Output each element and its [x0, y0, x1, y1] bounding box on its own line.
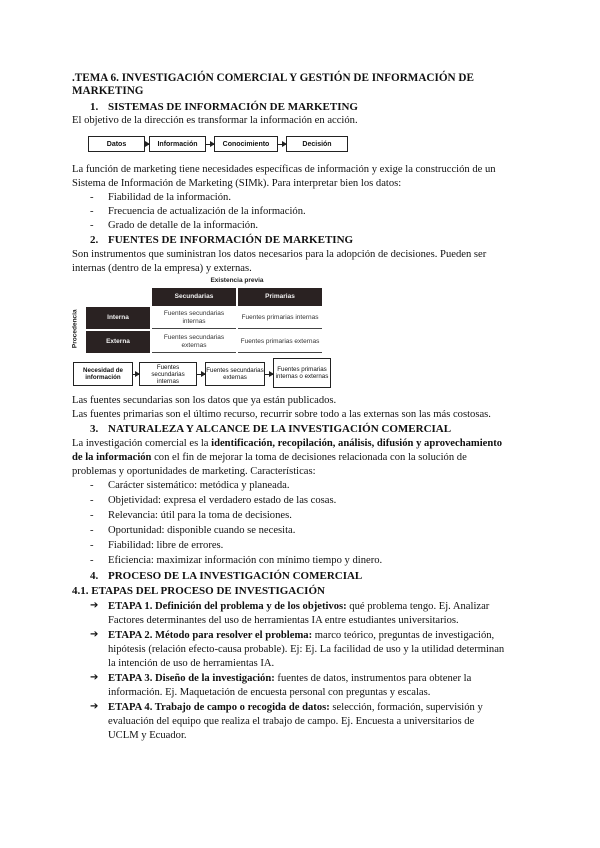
section-3-bullet: Relevancia: útil para la toma de decisiones.	[108, 510, 292, 521]
etapa-4-text: selección, formación, supervisión y	[329, 702, 483, 713]
process-arrow	[265, 374, 273, 375]
arrow-bullet-icon: ➔	[90, 600, 99, 611]
etapa-1-text: qué problema tengo. Ej. Analizar	[346, 601, 490, 612]
section-3-number: 3.	[90, 423, 99, 435]
section-3-line-1-bold: identificación, recopilación, análisis, difusión y aprovechamiento	[211, 438, 503, 449]
document-title-line-1: .TEMA 6. INVESTIGACIÓN COMERCIAL Y GESTIÓN DE INFORMACIÓN DE	[72, 72, 474, 84]
etapa-2-title: ETAPA 2. Método para resolver el problema:	[108, 630, 313, 641]
matrix-cell-sec-int: Fuentes secundarias internas	[152, 307, 236, 329]
section-3-line-1-text: La investigación comercial es la	[72, 438, 212, 449]
bullet-dash: -	[90, 220, 94, 231]
bullet-dash: -	[90, 480, 94, 491]
etapa-2-text: marco teórico, preguntas de investigación,	[312, 630, 495, 641]
matrix-col-primarias: Primarias	[238, 288, 322, 306]
matrix-row-externa: Externa	[86, 331, 150, 353]
section-3-line-2-bold: de la información	[72, 452, 152, 463]
etapa-1-title: ETAPA 1. Definición del problema y de los objetivos:	[108, 601, 347, 612]
bullet-dash: -	[90, 495, 94, 506]
section-3-heading: NATURALEZA Y ALCANCE DE LA INVESTIGACIÓN COMERCIAL	[108, 423, 452, 435]
bullet-dash: -	[90, 555, 94, 566]
matrix-side-label-text: Procedencia	[71, 309, 79, 349]
subsection-4-1-heading: 4.1. ETAPAS DEL PROCESO DE INVESTIGACIÓN	[72, 585, 325, 597]
flow-arrow	[206, 144, 214, 145]
section-2-para-line-2: internas (dentro de la empresa) y externas.	[72, 263, 252, 274]
flow-arrow	[278, 144, 286, 145]
etapa-3-title: ETAPA 3. Diseño de la investigación:	[108, 673, 275, 684]
process-box-necesidad: Necesidad de información	[73, 362, 133, 386]
section-2-number: 2.	[90, 234, 99, 246]
section-3-bullet: Objetividad: expresa el verdadero estado de las cosas.	[108, 495, 337, 506]
process-arrow	[197, 374, 205, 375]
etapa-2-line-2: hipótesis (relación efecto-causa probable). Ej: Ej. La facilidad de uso y la utilidad determinan	[108, 644, 505, 655]
etapa-2-line-1	[108, 629, 494, 643]
etapa-3-line-1	[108, 672, 471, 686]
section-3-bullet: Carácter sistemático: metódica y planeada.	[108, 480, 290, 491]
section-3-bullet: Eficiencia: maximizar información con mínimo tiempo y dinero.	[108, 555, 383, 566]
etapa-4-line-2: evaluación del equipo que realiza el trabajo de campo. Ej. Encuesta a universitarios de	[108, 716, 475, 727]
section-1-number: 1.	[90, 101, 99, 113]
section-3-line-1	[72, 437, 502, 451]
flow-box-datos: Datos	[88, 136, 145, 152]
section-1-bullet: Frecuencia de actualización de la información.	[108, 206, 306, 217]
flow-box-conocimiento: Conocimiento	[214, 136, 278, 152]
etapa-4-line-1	[108, 701, 483, 715]
arrow-bullet-icon: ➔	[90, 629, 99, 640]
section-1-bullet: Grado de detalle de la información.	[108, 220, 259, 231]
section-3-bullet: Fiabilidad: libre de errores.	[108, 540, 224, 551]
section-1-bullet: Fiabilidad de la información.	[108, 192, 231, 203]
etapa-4-line-3: UCLM y Ecuador.	[108, 730, 187, 741]
etapa-3-line-2: información. Ej. Maquetación de encuesta personal con preguntas y escalas.	[108, 687, 431, 698]
matrix-cell-sec-ext: Fuentes secundarias externas	[152, 331, 236, 353]
section-3-line-2	[72, 451, 467, 465]
section-2-note-1: Las fuentes secundarias son los datos que ya están publicados.	[72, 395, 337, 406]
process-box-sec-int: Fuentes secundarias internas	[139, 362, 197, 386]
section-1-intro: El objetivo de la dirección es transformar la información en acción.	[72, 115, 358, 126]
etapa-3-text: fuentes de datos, instrumentos para obtener la	[274, 673, 472, 684]
arrow-bullet-icon: ➔	[90, 672, 99, 683]
section-1-para-line-2: Sistema de Información de Marketing (SIMk). Para interpretar bien los datos:	[72, 178, 402, 189]
matrix-col-secundarias: Secundarias	[152, 288, 236, 306]
process-box-sec-ext: Fuentes secundarias externas	[205, 362, 265, 386]
arrow-bullet-icon: ➔	[90, 701, 99, 712]
etapa-1-line-1	[108, 600, 489, 614]
matrix-row-interna: Interna	[86, 307, 150, 329]
bullet-dash: -	[90, 206, 94, 217]
matrix-side-label	[63, 306, 87, 352]
matrix-top-label: Existencia previa	[210, 277, 264, 285]
section-1-para-line-1: La función de marketing tiene necesidades específicas de información y exige la construcción de un	[72, 164, 496, 175]
section-1-heading: SISTEMAS DE INFORMACIÓN DE MARKETING	[108, 101, 358, 113]
section-4-number: 4.	[90, 570, 99, 582]
etapa-2-line-3: la intención de uso de herramientas IA.	[108, 658, 275, 669]
bullet-dash: -	[90, 540, 94, 551]
section-3-line-2-text: con el fin de mejorar la toma de decisiones relacionada con la solución de	[151, 452, 467, 463]
section-2-para-line-1: Son instrumentos que suministran los datos necesarios para la adopción de decisiones. Pueden ser	[72, 249, 487, 260]
section-2-heading: FUENTES DE INFORMACIÓN DE MARKETING	[108, 234, 354, 246]
etapa-1-line-2: Factores determinantes del uso de herramientas IA entre estudiantes universitarios.	[108, 615, 459, 626]
document-title-line-2: MARKETING	[72, 85, 144, 97]
etapa-4-title: ETAPA 4. Trabajo de campo o recogida de datos:	[108, 702, 330, 713]
section-3-bullet: Oportunidad: disponible cuando se necesita.	[108, 525, 296, 536]
bullet-dash: -	[90, 192, 94, 203]
matrix-cell-pri-int: Fuentes primarias internas	[238, 307, 322, 329]
bullet-dash: -	[90, 510, 94, 521]
process-box-primarias: Fuentes primarias internas o externas	[273, 358, 331, 388]
section-3-line-3: problemas y oportunidades de marketing. Características:	[72, 466, 316, 477]
section-2-note-2: Las fuentes primarias son el último recurso, recurrir sobre todo a las externas son las más costosas.	[72, 409, 491, 420]
section-4-heading: PROCESO DE LA INVESTIGACIÓN COMERCIAL	[108, 570, 363, 582]
flow-box-decision: Decisión	[286, 136, 348, 152]
flow-box-informacion: Información	[149, 136, 206, 152]
bullet-dash: -	[90, 525, 94, 536]
matrix-cell-pri-ext: Fuentes primarias externas	[238, 331, 322, 353]
